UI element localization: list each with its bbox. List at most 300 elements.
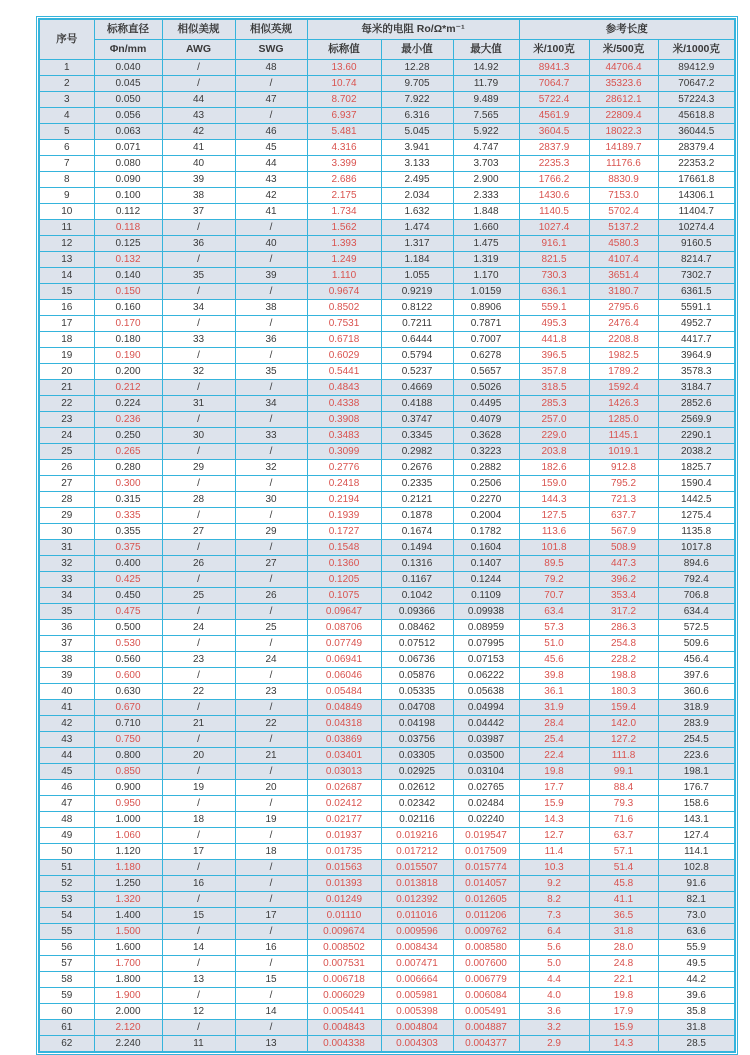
cell-serial: 39 [39, 668, 94, 684]
cell-length-per-1000g: 3578.3 [658, 364, 735, 380]
cell-serial: 54 [39, 908, 94, 924]
cell-length-per-100g: 144.3 [519, 492, 589, 508]
cell-length-per-1000g: 14306.1 [658, 188, 735, 204]
cell-length-per-500g: 31.8 [589, 924, 658, 940]
cell-length-per-1000g: 792.4 [658, 572, 735, 588]
cell-length-per-100g: 45.6 [519, 652, 589, 668]
cell-diameter: 0.280 [94, 460, 162, 476]
cell-resistance-nominal: 0.004843 [307, 1020, 381, 1036]
cell-length-per-1000g: 254.5 [658, 732, 735, 748]
cell-resistance-max: 0.1604 [453, 540, 519, 556]
cell-resistance-min: 0.005398 [381, 1004, 453, 1020]
cell-awg: 35 [162, 268, 235, 284]
cell-swg: 39 [235, 268, 307, 284]
cell-resistance-nominal: 0.06941 [307, 652, 381, 668]
cell-length-per-100g: 39.8 [519, 668, 589, 684]
cell-length-per-100g: 3.2 [519, 1020, 589, 1036]
cell-awg: / [162, 444, 235, 460]
cell-resistance-max: 1.319 [453, 252, 519, 268]
cell-resistance-nominal: 0.01249 [307, 892, 381, 908]
cell-awg: 32 [162, 364, 235, 380]
cell-awg: 44 [162, 92, 235, 108]
cell-length-per-1000g: 634.4 [658, 604, 735, 620]
cell-length-per-500g: 28612.1 [589, 92, 658, 108]
cell-resistance-min: 0.1674 [381, 524, 453, 540]
cell-resistance-min: 0.09366 [381, 604, 453, 620]
cell-length-per-1000g: 9160.5 [658, 236, 735, 252]
cell-awg: / [162, 572, 235, 588]
cell-resistance-nominal: 0.6718 [307, 332, 381, 348]
table-row [39, 780, 735, 796]
cell-serial: 32 [39, 556, 94, 572]
cell-length-per-1000g: 2569.9 [658, 412, 735, 428]
cell-diameter: 2.000 [94, 1004, 162, 1020]
cell-length-per-500g: 4580.3 [589, 236, 658, 252]
cell-resistance-min: 0.1042 [381, 588, 453, 604]
cell-resistance-max: 0.5657 [453, 364, 519, 380]
cell-length-per-100g: 5.0 [519, 956, 589, 972]
cell-length-per-1000g: 1825.7 [658, 460, 735, 476]
cell-length-per-1000g: 55.9 [658, 940, 735, 956]
cell-length-per-1000g: 39.6 [658, 988, 735, 1004]
cell-resistance-max: 0.02484 [453, 796, 519, 812]
cell-length-per-500g: 1145.1 [589, 428, 658, 444]
cell-awg: 20 [162, 748, 235, 764]
cell-length-per-500g: 637.7 [589, 508, 658, 524]
cell-swg: / [235, 892, 307, 908]
cell-length-per-500g: 36.5 [589, 908, 658, 924]
cell-resistance-nominal: 1.562 [307, 220, 381, 236]
cell-diameter: 0.630 [94, 684, 162, 700]
cell-length-per-500g: 353.4 [589, 588, 658, 604]
cell-length-per-1000g: 706.8 [658, 588, 735, 604]
cell-awg: / [162, 508, 235, 524]
cell-resistance-nominal: 10.74 [307, 76, 381, 92]
wire-gauge-table-wrapper [36, 16, 738, 1055]
cell-serial: 46 [39, 780, 94, 796]
cell-serial: 58 [39, 972, 94, 988]
cell-resistance-min: 0.008434 [381, 940, 453, 956]
cell-resistance-nominal: 0.3099 [307, 444, 381, 460]
cell-awg: 39 [162, 172, 235, 188]
cell-resistance-min: 0.02116 [381, 812, 453, 828]
cell-length-per-500g: 142.0 [589, 716, 658, 732]
cell-resistance-min: 0.02612 [381, 780, 453, 796]
cell-swg: / [235, 828, 307, 844]
cell-serial: 17 [39, 316, 94, 332]
cell-resistance-max: 4.747 [453, 140, 519, 156]
cell-swg: 47 [235, 92, 307, 108]
cell-serial: 45 [39, 764, 94, 780]
cell-length-per-500g: 57.1 [589, 844, 658, 860]
table-row [39, 588, 735, 604]
table-row [39, 988, 735, 1004]
cell-length-per-1000g: 127.4 [658, 828, 735, 844]
cell-swg: 27 [235, 556, 307, 572]
cell-length-per-100g: 101.8 [519, 540, 589, 556]
table-row [39, 956, 735, 972]
cell-resistance-min: 0.011016 [381, 908, 453, 924]
cell-swg: / [235, 348, 307, 364]
cell-length-per-500g: 912.8 [589, 460, 658, 476]
cell-length-per-100g: 3604.5 [519, 124, 589, 140]
cell-awg: 24 [162, 620, 235, 636]
cell-length-per-100g: 14.3 [519, 812, 589, 828]
cell-diameter: 0.800 [94, 748, 162, 764]
cell-length-per-100g: 5722.4 [519, 92, 589, 108]
cell-length-per-500g: 71.6 [589, 812, 658, 828]
table-header [39, 19, 735, 60]
cell-serial: 62 [39, 1036, 94, 1053]
table-row [39, 1036, 735, 1053]
cell-resistance-max: 0.004377 [453, 1036, 519, 1053]
table-row [39, 204, 735, 220]
cell-resistance-min: 0.5794 [381, 348, 453, 364]
cell-serial: 47 [39, 796, 94, 812]
table-row [39, 284, 735, 300]
cell-awg: / [162, 348, 235, 364]
cell-length-per-100g: 51.0 [519, 636, 589, 652]
cell-serial: 48 [39, 812, 94, 828]
cell-resistance-nominal: 0.005441 [307, 1004, 381, 1020]
cell-swg: / [235, 220, 307, 236]
cell-diameter: 1.700 [94, 956, 162, 972]
cell-resistance-nominal: 0.01937 [307, 828, 381, 844]
cell-serial: 57 [39, 956, 94, 972]
cell-swg: / [235, 444, 307, 460]
cell-diameter: 0.063 [94, 124, 162, 140]
cell-awg: 16 [162, 876, 235, 892]
cell-resistance-max: 0.4079 [453, 412, 519, 428]
cell-diameter: 0.300 [94, 476, 162, 492]
table-row [39, 172, 735, 188]
cell-awg: 21 [162, 716, 235, 732]
table-row [39, 476, 735, 492]
cell-swg: / [235, 876, 307, 892]
cell-awg: 19 [162, 780, 235, 796]
cell-length-per-1000g: 89412.9 [658, 60, 735, 76]
cell-resistance-nominal: 0.09647 [307, 604, 381, 620]
cell-swg: 43 [235, 172, 307, 188]
cell-diameter: 0.045 [94, 76, 162, 92]
wire-gauge-table [38, 18, 736, 1053]
cell-length-per-500g: 396.2 [589, 572, 658, 588]
cell-serial: 43 [39, 732, 94, 748]
table-row [39, 460, 735, 476]
cell-resistance-min: 1.474 [381, 220, 453, 236]
table-row [39, 76, 735, 92]
cell-resistance-min: 0.007471 [381, 956, 453, 972]
cell-serial: 38 [39, 652, 94, 668]
cell-diameter: 2.240 [94, 1036, 162, 1053]
cell-serial: 3 [39, 92, 94, 108]
cell-length-per-100g: 4561.9 [519, 108, 589, 124]
cell-length-per-100g: 318.5 [519, 380, 589, 396]
header-ref-length-group: 参考长度 [519, 19, 735, 40]
cell-swg: 44 [235, 156, 307, 172]
cell-serial: 35 [39, 604, 94, 620]
cell-diameter: 1.500 [94, 924, 162, 940]
header-m-per-500g: 米/500克 [589, 40, 658, 60]
cell-resistance-min: 0.04198 [381, 716, 453, 732]
cell-length-per-1000g: 2290.1 [658, 428, 735, 444]
header-serial: 序号 [39, 19, 94, 60]
header-resistance-group: 每米的电阻 Ro/Ω*m⁻¹ [307, 19, 519, 40]
cell-length-per-1000g: 397.6 [658, 668, 735, 684]
cell-awg: 15 [162, 908, 235, 924]
cell-diameter: 0.530 [94, 636, 162, 652]
cell-swg: 19 [235, 812, 307, 828]
cell-serial: 36 [39, 620, 94, 636]
cell-length-per-500g: 159.4 [589, 700, 658, 716]
cell-length-per-500g: 11176.6 [589, 156, 658, 172]
cell-length-per-1000g: 17661.8 [658, 172, 735, 188]
cell-swg: / [235, 380, 307, 396]
cell-resistance-min: 0.4669 [381, 380, 453, 396]
cell-awg: / [162, 76, 235, 92]
cell-length-per-100g: 3.6 [519, 1004, 589, 1020]
cell-swg: 45 [235, 140, 307, 156]
cell-length-per-1000g: 3964.9 [658, 348, 735, 364]
cell-awg: / [162, 828, 235, 844]
cell-awg: 27 [162, 524, 235, 540]
cell-length-per-100g: 8941.3 [519, 60, 589, 76]
header-swg: SWG [235, 40, 307, 60]
table-row [39, 716, 735, 732]
header-m-per-1000g: 米/1000克 [658, 40, 735, 60]
cell-diameter: 0.750 [94, 732, 162, 748]
cell-length-per-1000g: 49.5 [658, 956, 735, 972]
cell-length-per-1000g: 7302.7 [658, 268, 735, 284]
cell-resistance-min: 0.5237 [381, 364, 453, 380]
cell-swg: 42 [235, 188, 307, 204]
cell-length-per-500g: 317.2 [589, 604, 658, 620]
cell-swg: 29 [235, 524, 307, 540]
cell-length-per-100g: 12.7 [519, 828, 589, 844]
cell-length-per-500g: 127.2 [589, 732, 658, 748]
cell-length-per-100g: 6.4 [519, 924, 589, 940]
cell-length-per-500g: 286.3 [589, 620, 658, 636]
cell-resistance-nominal: 0.008502 [307, 940, 381, 956]
cell-awg: / [162, 540, 235, 556]
cell-diameter: 2.120 [94, 1020, 162, 1036]
cell-serial: 31 [39, 540, 94, 556]
cell-length-per-100g: 25.4 [519, 732, 589, 748]
cell-length-per-1000g: 28379.4 [658, 140, 735, 156]
cell-resistance-max: 3.703 [453, 156, 519, 172]
cell-resistance-max: 0.2882 [453, 460, 519, 476]
table-row [39, 572, 735, 588]
cell-resistance-nominal: 0.03401 [307, 748, 381, 764]
cell-resistance-max: 0.08959 [453, 620, 519, 636]
cell-length-per-100g: 159.0 [519, 476, 589, 492]
table-row [39, 604, 735, 620]
cell-length-per-500g: 51.4 [589, 860, 658, 876]
cell-diameter: 0.112 [94, 204, 162, 220]
header-awg-group: 相似美规 [162, 19, 235, 40]
cell-resistance-nominal: 0.02412 [307, 796, 381, 812]
cell-awg: / [162, 732, 235, 748]
cell-length-per-100g: 15.9 [519, 796, 589, 812]
cell-resistance-min: 0.9219 [381, 284, 453, 300]
cell-length-per-1000g: 73.0 [658, 908, 735, 924]
cell-length-per-500g: 567.9 [589, 524, 658, 540]
cell-swg: 38 [235, 300, 307, 316]
cell-resistance-max: 0.6278 [453, 348, 519, 364]
header-nominal-value: 标称值 [307, 40, 381, 60]
cell-serial: 40 [39, 684, 94, 700]
cell-length-per-100g: 4.4 [519, 972, 589, 988]
cell-length-per-500g: 198.8 [589, 668, 658, 684]
table-row [39, 1004, 735, 1020]
cell-resistance-nominal: 4.316 [307, 140, 381, 156]
cell-swg: 21 [235, 748, 307, 764]
cell-diameter: 1.250 [94, 876, 162, 892]
cell-serial: 9 [39, 188, 94, 204]
cell-diameter: 0.180 [94, 332, 162, 348]
cell-diameter: 1.600 [94, 940, 162, 956]
cell-resistance-max: 9.489 [453, 92, 519, 108]
cell-length-per-500g: 447.3 [589, 556, 658, 572]
cell-length-per-500g: 508.9 [589, 540, 658, 556]
cell-length-per-500g: 14189.7 [589, 140, 658, 156]
cell-resistance-nominal: 0.01393 [307, 876, 381, 892]
cell-length-per-100g: 396.5 [519, 348, 589, 364]
cell-resistance-nominal: 0.01563 [307, 860, 381, 876]
cell-resistance-max: 0.02240 [453, 812, 519, 828]
cell-diameter: 0.071 [94, 140, 162, 156]
cell-serial: 60 [39, 1004, 94, 1020]
cell-awg: / [162, 892, 235, 908]
cell-diameter: 0.400 [94, 556, 162, 572]
cell-resistance-max: 0.1244 [453, 572, 519, 588]
cell-length-per-500g: 15.9 [589, 1020, 658, 1036]
cell-resistance-min: 0.019216 [381, 828, 453, 844]
cell-resistance-nominal: 0.01110 [307, 908, 381, 924]
cell-length-per-500g: 17.9 [589, 1004, 658, 1020]
table-row [39, 412, 735, 428]
cell-awg: / [162, 1020, 235, 1036]
cell-resistance-nominal: 0.006718 [307, 972, 381, 988]
cell-length-per-500g: 18022.3 [589, 124, 658, 140]
cell-resistance-min: 0.02342 [381, 796, 453, 812]
cell-serial: 23 [39, 412, 94, 428]
cell-resistance-max: 0.1109 [453, 588, 519, 604]
cell-diameter: 1.180 [94, 860, 162, 876]
cell-length-per-500g: 111.8 [589, 748, 658, 764]
table-row [39, 700, 735, 716]
cell-length-per-500g: 228.2 [589, 652, 658, 668]
table-row [39, 812, 735, 828]
cell-resistance-nominal: 6.937 [307, 108, 381, 124]
cell-serial: 14 [39, 268, 94, 284]
cell-resistance-nominal: 0.1727 [307, 524, 381, 540]
cell-length-per-100g: 70.7 [519, 588, 589, 604]
cell-length-per-100g: 2837.9 [519, 140, 589, 156]
cell-length-per-100g: 7.3 [519, 908, 589, 924]
table-row [39, 668, 735, 684]
cell-swg: / [235, 508, 307, 524]
cell-length-per-1000g: 31.8 [658, 1020, 735, 1036]
cell-resistance-min: 0.004303 [381, 1036, 453, 1053]
cell-resistance-nominal: 0.2194 [307, 492, 381, 508]
cell-resistance-nominal: 0.7531 [307, 316, 381, 332]
cell-serial: 37 [39, 636, 94, 652]
cell-resistance-max: 2.900 [453, 172, 519, 188]
table-row [39, 316, 735, 332]
cell-resistance-min: 0.6444 [381, 332, 453, 348]
table-row [39, 156, 735, 172]
cell-diameter: 0.100 [94, 188, 162, 204]
cell-serial: 44 [39, 748, 94, 764]
cell-awg: 17 [162, 844, 235, 860]
cell-length-per-1000g: 11404.7 [658, 204, 735, 220]
cell-diameter: 0.050 [94, 92, 162, 108]
table-row [39, 876, 735, 892]
cell-length-per-1000g: 44.2 [658, 972, 735, 988]
cell-swg: / [235, 924, 307, 940]
cell-resistance-nominal: 8.702 [307, 92, 381, 108]
cell-length-per-100g: 36.1 [519, 684, 589, 700]
cell-resistance-max: 1.0159 [453, 284, 519, 300]
cell-awg: / [162, 764, 235, 780]
table-row [39, 220, 735, 236]
cell-resistance-min: 0.009596 [381, 924, 453, 940]
cell-length-per-500g: 1982.5 [589, 348, 658, 364]
cell-length-per-500g: 19.8 [589, 988, 658, 1004]
cell-swg: / [235, 252, 307, 268]
cell-serial: 6 [39, 140, 94, 156]
cell-resistance-nominal: 0.1075 [307, 588, 381, 604]
cell-swg: 33 [235, 428, 307, 444]
cell-diameter: 0.500 [94, 620, 162, 636]
cell-length-per-1000g: 4952.7 [658, 316, 735, 332]
cell-diameter: 1.900 [94, 988, 162, 1004]
cell-awg: / [162, 316, 235, 332]
cell-length-per-500g: 44706.4 [589, 60, 658, 76]
table-row [39, 268, 735, 284]
cell-resistance-nominal: 0.1205 [307, 572, 381, 588]
table-row [39, 940, 735, 956]
cell-resistance-nominal: 0.3483 [307, 428, 381, 444]
cell-length-per-100g: 10.3 [519, 860, 589, 876]
cell-awg: / [162, 988, 235, 1004]
cell-length-per-1000g: 1590.4 [658, 476, 735, 492]
cell-length-per-1000g: 198.1 [658, 764, 735, 780]
cell-diameter: 0.475 [94, 604, 162, 620]
table-row [39, 124, 735, 140]
cell-resistance-nominal: 1.249 [307, 252, 381, 268]
cell-resistance-max: 0.02765 [453, 780, 519, 796]
cell-diameter: 0.600 [94, 668, 162, 684]
cell-length-per-100g: 28.4 [519, 716, 589, 732]
cell-length-per-100g: 7064.7 [519, 76, 589, 92]
cell-diameter: 0.080 [94, 156, 162, 172]
cell-diameter: 0.140 [94, 268, 162, 284]
cell-length-per-500g: 254.8 [589, 636, 658, 652]
cell-length-per-100g: 495.3 [519, 316, 589, 332]
cell-length-per-500g: 1285.0 [589, 412, 658, 428]
cell-resistance-max: 0.8906 [453, 300, 519, 316]
cell-resistance-min: 0.02925 [381, 764, 453, 780]
cell-awg: / [162, 604, 235, 620]
cell-resistance-min: 0.05876 [381, 668, 453, 684]
cell-length-per-500g: 2795.6 [589, 300, 658, 316]
table-row [39, 140, 735, 156]
cell-length-per-1000g: 283.9 [658, 716, 735, 732]
cell-resistance-nominal: 1.110 [307, 268, 381, 284]
cell-serial: 7 [39, 156, 94, 172]
